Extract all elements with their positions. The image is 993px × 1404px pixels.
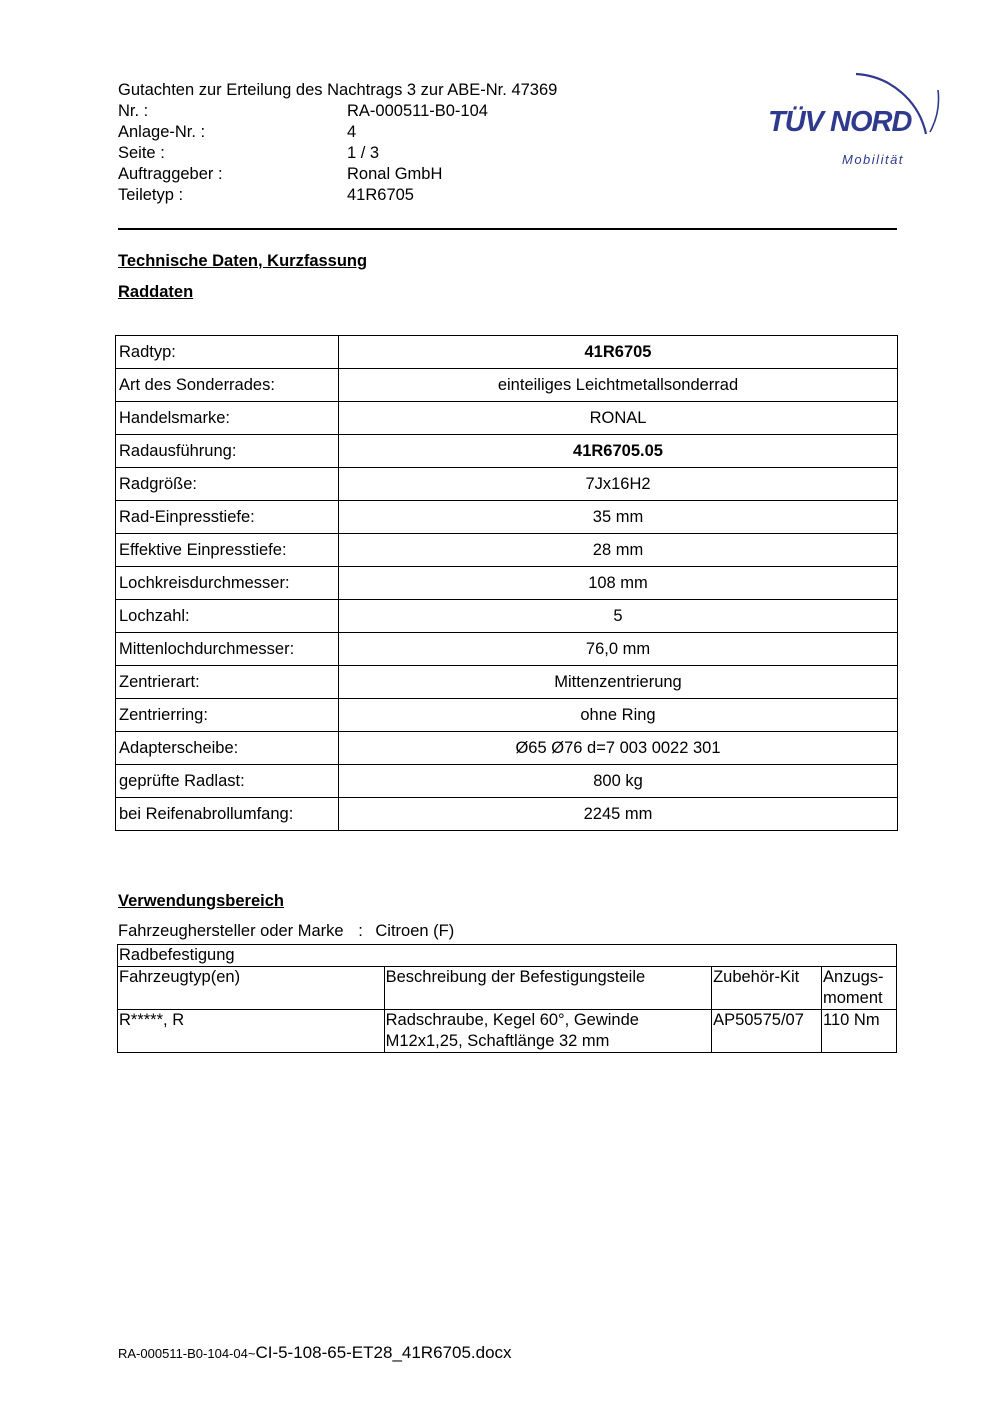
raddaten-label: Art des Sonderrades: [116, 369, 339, 402]
header-value: 4 [347, 123, 357, 141]
verwendung-cell: Radschraube, Kegel 60°, Gewinde M12x1,25, Schaftlänge 32 mm [384, 1010, 711, 1053]
header-row [118, 185, 618, 206]
raddaten-row [116, 798, 898, 831]
raddaten-value: einteiliges Leichtmetallsonderrad [339, 369, 898, 402]
raddaten-row [116, 369, 898, 402]
raddaten-value: 41R6705.05 [339, 435, 898, 468]
header-key: Seite : [118, 144, 165, 162]
raddaten-label: Radausführung: [116, 435, 339, 468]
raddaten-label: Radtyp: [116, 336, 339, 369]
raddaten-label: Mittenlochdurchmesser: [116, 633, 339, 666]
raddaten-value: 28 mm [339, 534, 898, 567]
raddaten-value: Mittenzentrierung [339, 666, 898, 699]
raddaten-value: 800 kg [339, 765, 898, 798]
logo-brand: TÜV NORD [768, 106, 912, 138]
footer-filename [118, 1343, 512, 1363]
raddaten-label: Handelsmarke: [116, 402, 339, 435]
header-divider [118, 228, 897, 230]
raddaten-row [116, 633, 898, 666]
raddaten-row [116, 699, 898, 732]
raddaten-label: Zentrierring: [116, 699, 339, 732]
raddaten-value: 7Jx16H2 [339, 468, 898, 501]
header-row [118, 164, 618, 185]
raddaten-value: RONAL [339, 402, 898, 435]
raddaten-value: 5 [339, 600, 898, 633]
raddaten-row [116, 534, 898, 567]
verwendung-header-cell: Zubehör-Kit [712, 967, 822, 1010]
header-value: Ronal GmbH [347, 165, 443, 183]
header-key: Teiletyp : [118, 186, 184, 204]
header-key: Nr. : [118, 102, 149, 120]
header-rows [118, 101, 618, 206]
raddaten-row [116, 468, 898, 501]
verwendung-cell: AP50575/07 [712, 1010, 822, 1053]
raddaten-value: 2245 mm [339, 798, 898, 831]
raddaten-row [116, 336, 898, 369]
raddaten-label: Zentrierart: [116, 666, 339, 699]
tuv-nord-logo [760, 56, 945, 176]
raddaten-label: geprüfte Radlast: [116, 765, 339, 798]
radbefestigung-cell: Radbefestigung [118, 945, 897, 967]
header-title: Gutachten zur Erteilung des Nachtrags 3 zur ABE-Nr. 47369 [118, 81, 558, 99]
verwendung-cell: 110 Nm [822, 1010, 897, 1053]
header-value: RA-000511-B0-104 [347, 102, 488, 120]
manufacturer-label: Fahrzeughersteller oder Marke [118, 922, 344, 940]
manufacturer-separator: : [358, 922, 363, 940]
raddaten-label: bei Reifenabrollumfang: [116, 798, 339, 831]
raddaten-value: 41R6705 [339, 336, 898, 369]
verwendung-table [117, 944, 897, 1053]
radbefestigung-row [118, 945, 897, 967]
raddaten-row [116, 666, 898, 699]
verwendung-cell: R*****, R [118, 1010, 385, 1053]
verwendung-header-cell: Anzugs- moment [822, 967, 897, 1010]
header-row [118, 122, 618, 143]
raddaten-label: Rad-Einpresstiefe: [116, 501, 339, 534]
verwendung-header-cell: Fahrzeugtyp(en) [118, 967, 385, 1010]
raddaten-row [116, 765, 898, 798]
manufacturer-value: Citroen (F) [375, 922, 455, 940]
logo-tagline: Mobilität [842, 152, 904, 167]
verwendung-header-row [118, 967, 897, 1010]
raddaten-row [116, 567, 898, 600]
raddaten-value: ohne Ring [339, 699, 898, 732]
raddaten-label: Radgröße: [116, 468, 339, 501]
footer-prefix: RA-000511-B0-104-04~ [118, 1346, 256, 1361]
raddaten-row [116, 435, 898, 468]
header-row [118, 143, 618, 164]
section-heading-tech: Technische Daten, Kurzfassung [118, 252, 368, 270]
raddaten-row [116, 501, 898, 534]
raddaten-value: 108 mm [339, 567, 898, 600]
document-header [118, 80, 618, 206]
header-key: Anlage-Nr. : [118, 123, 206, 141]
raddaten-row [116, 732, 898, 765]
verwendung-header-cell: Beschreibung der Befestigungsteile [384, 967, 711, 1010]
raddaten-label: Lochkreisdurchmesser: [116, 567, 339, 600]
section-heading-raddaten: Raddaten [118, 283, 194, 301]
header-key: Auftraggeber : [118, 165, 223, 183]
footer-file: CI-5-108-65-ET28_41R6705.docx [255, 1343, 512, 1362]
header-value: 41R6705 [347, 186, 414, 204]
raddaten-row [116, 600, 898, 633]
verwendung-row [118, 1010, 897, 1053]
header-value: 1 / 3 [347, 144, 380, 162]
manufacturer-line [118, 922, 454, 941]
raddaten-value: Ø65 Ø76 d=7 003 0022 301 [339, 732, 898, 765]
section-heading-verwendung: Verwendungsbereich [118, 892, 284, 910]
raddaten-label: Lochzahl: [116, 600, 339, 633]
raddaten-table [115, 335, 898, 831]
header-row [118, 101, 618, 122]
raddaten-label: Effektive Einpresstiefe: [116, 534, 339, 567]
raddaten-value: 76,0 mm [339, 633, 898, 666]
raddaten-value: 35 mm [339, 501, 898, 534]
raddaten-row [116, 402, 898, 435]
raddaten-label: Adapterscheibe: [116, 732, 339, 765]
